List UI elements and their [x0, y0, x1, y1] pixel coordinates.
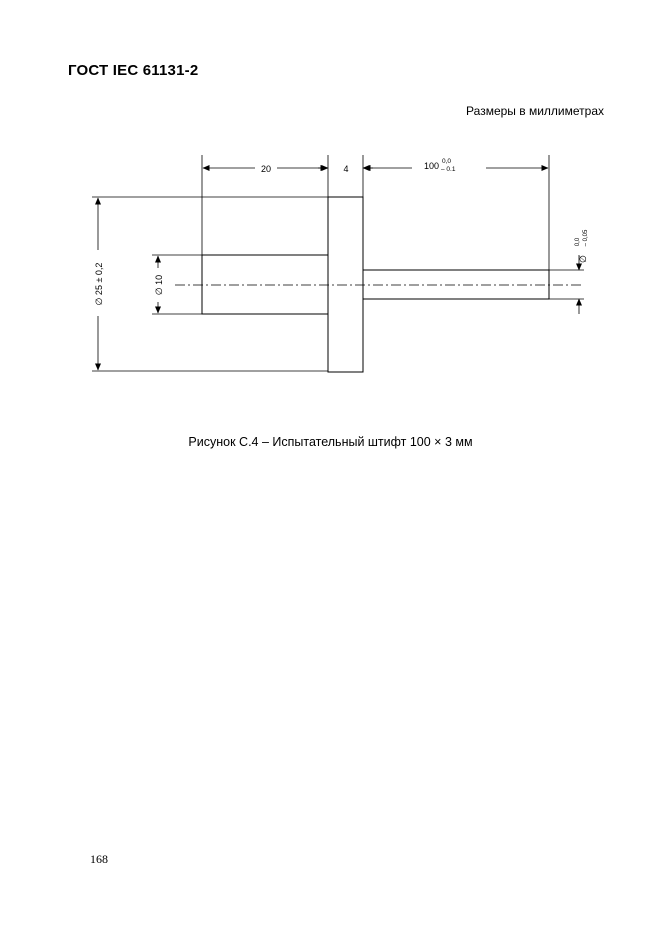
head-section [202, 255, 328, 314]
dim-tolerance-upper-pin-diameter: 0,0 [575, 237, 581, 247]
collar-section [328, 197, 363, 372]
dim-label-20: 20 [260, 164, 272, 174]
page-number: 168 [90, 852, 108, 866]
dim-label-d10: ∅ 10 [154, 274, 164, 296]
units-note: Размеры в миллиметрах [466, 104, 604, 118]
dim-label-pin-diameter-symbol: ∅ [578, 255, 588, 263]
dim-tolerance-lower-pin-diameter: – 0,05 [583, 229, 589, 247]
dim-label-d25: ∅ 25 ± 0,2 [94, 262, 104, 306]
figure-caption: Рисунок С.4 – Испытательный штифт 100 × 3 мм [188, 435, 473, 449]
test-pin-drawing [0, 0, 661, 420]
dim-tolerance-upper-100: 0,0 [442, 158, 452, 165]
dim-tolerance-lower-100: – 0.1 [441, 166, 456, 173]
dim-label-100: 100 [424, 161, 440, 171]
document-header-title: ГОСТ IEC 61131-2 [68, 62, 199, 79]
dim-label-4: 4 [343, 164, 349, 174]
pin-section [363, 270, 549, 299]
